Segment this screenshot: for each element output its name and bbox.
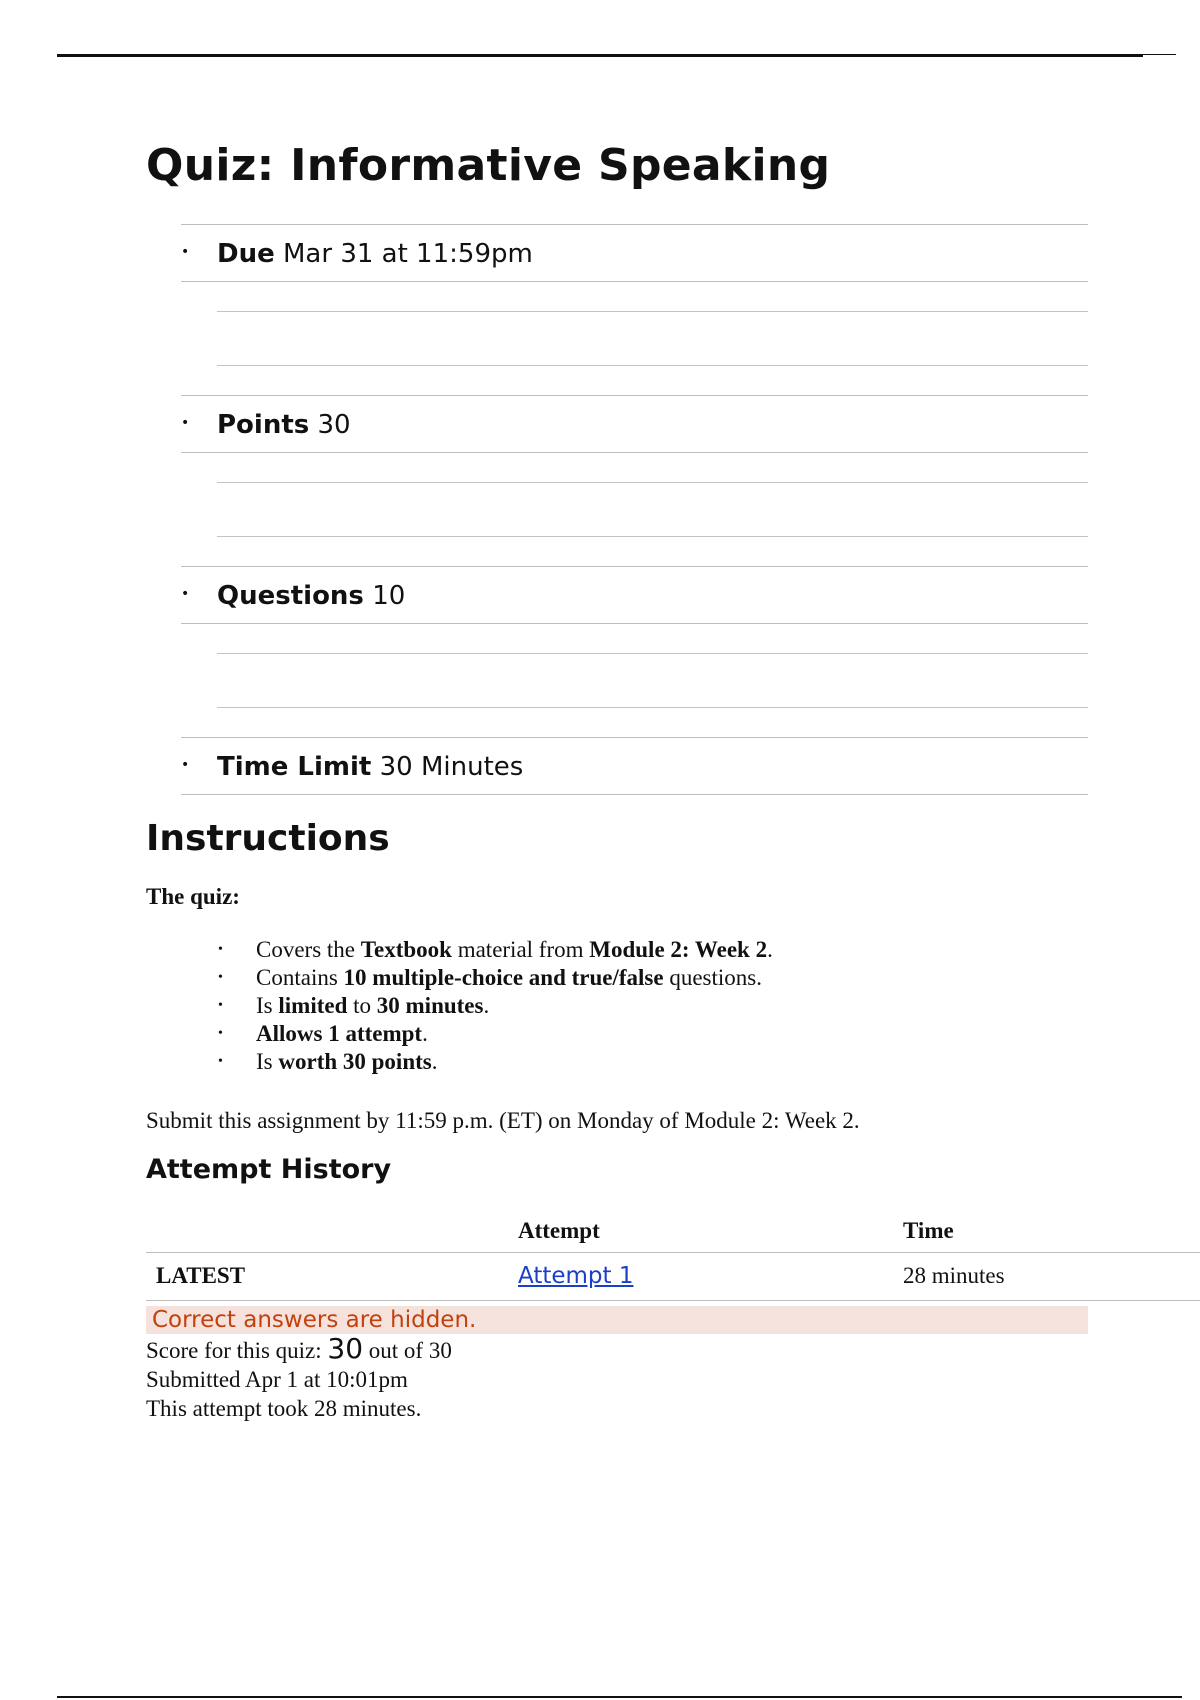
submit-note: Submit this assignment by 11:59 p.m. (ET) on Monday of Module 2: Week 2. <box>146 1108 860 1133</box>
duration-line: This attempt took 28 minutes. <box>146 1396 422 1421</box>
submitted-line: Submitted Apr 1 at 10:01pm <box>146 1367 408 1392</box>
attempt-1-link[interactable]: Attempt 1 <box>518 1263 634 1289</box>
score-line <box>146 1334 452 1365</box>
instruction-run: to <box>347 993 377 1018</box>
bullet-icon: • <box>218 1054 223 1069</box>
detail-label: Questions <box>217 581 364 611</box>
bottom-rule <box>57 1696 1182 1698</box>
detail-value: 30 <box>317 410 351 440</box>
column-header-attempt: Attempt <box>518 1217 600 1243</box>
attempt-history-table <box>146 1210 1200 1301</box>
bullet-icon: • <box>181 244 190 260</box>
score-suffix: out of 30 <box>363 1338 452 1363</box>
page-title: Quiz: Informative Speaking <box>146 140 831 191</box>
divider <box>217 482 1088 483</box>
table-header-row <box>146 1210 1200 1252</box>
attempt-history-heading: Attempt History <box>146 1154 392 1185</box>
divider <box>217 311 1088 312</box>
instruction-run: Contains <box>256 965 344 990</box>
instruction-run: . <box>422 1021 428 1046</box>
bullet-icon: • <box>218 970 223 985</box>
detail-label: Points <box>217 410 310 440</box>
column-header-status <box>146 1210 518 1252</box>
instruction-text <box>256 964 762 992</box>
instruction-text <box>256 1048 437 1076</box>
top-rule <box>57 54 1143 57</box>
instruction-emphasis: worth 30 points <box>278 1049 432 1074</box>
detail-value: Mar 31 at 11:59pm <box>283 239 533 269</box>
instruction-run: . <box>483 993 490 1018</box>
detail-points <box>181 395 1088 566</box>
instruction-emphasis: Allows 1 attempt <box>256 1021 423 1046</box>
divider <box>217 365 1088 366</box>
instructions-heading: Instructions <box>146 818 390 859</box>
instruction-run: Is <box>256 993 279 1018</box>
answers-hidden-notice <box>146 1306 1088 1334</box>
instruction-text <box>256 992 489 1020</box>
bullet-icon: • <box>181 586 190 602</box>
quiz-result <box>146 1334 452 1423</box>
bullet-icon: • <box>218 998 223 1013</box>
attempt-status: LATEST <box>156 1263 246 1288</box>
instruction-emphasis: limited <box>278 993 348 1018</box>
instruction-emphasis: Module 2: Week 2 <box>589 937 768 962</box>
instructions-intro: The quiz: <box>146 884 240 909</box>
instruction-text <box>256 1020 428 1048</box>
score-prefix: Score for this quiz: <box>146 1338 328 1363</box>
instruction-text <box>256 936 773 964</box>
instruction-run: . <box>431 1049 438 1074</box>
instruction-run: material from <box>451 937 590 962</box>
score-value: 30 <box>327 1332 364 1365</box>
instruction-run: questions. <box>663 965 762 990</box>
quiz-details-list <box>181 224 1088 797</box>
instruction-run: . <box>767 937 773 962</box>
instruction-emphasis: 10 multiple-choice and true/false <box>343 965 664 990</box>
instruction-run: Covers the <box>256 937 361 962</box>
bullet-icon: • <box>218 1026 223 1041</box>
detail-due <box>181 224 1088 395</box>
column-header-time: Time <box>903 1217 954 1243</box>
detail-questions <box>181 566 1088 737</box>
divider <box>217 653 1088 654</box>
bullet-icon: • <box>181 415 190 431</box>
instruction-emphasis: 30 minutes <box>376 993 484 1018</box>
table-row <box>146 1252 1200 1300</box>
instruction-emphasis: Textbook <box>360 937 452 962</box>
bullet-icon: • <box>181 757 190 773</box>
detail-time-limit <box>181 737 1088 797</box>
answers-hidden-text: Correct answers are hidden. <box>152 1307 477 1333</box>
bullet-icon: • <box>218 942 223 957</box>
detail-label: Due <box>217 239 275 269</box>
divider <box>217 707 1088 708</box>
detail-value: 10 <box>372 581 406 611</box>
top-rule-tail <box>1143 54 1176 55</box>
attempt-time: 28 minutes <box>903 1263 1005 1288</box>
divider <box>217 536 1088 537</box>
detail-value: 30 Minutes <box>379 752 524 782</box>
instruction-run: Is <box>256 1049 279 1074</box>
detail-label: Time Limit <box>217 752 372 782</box>
